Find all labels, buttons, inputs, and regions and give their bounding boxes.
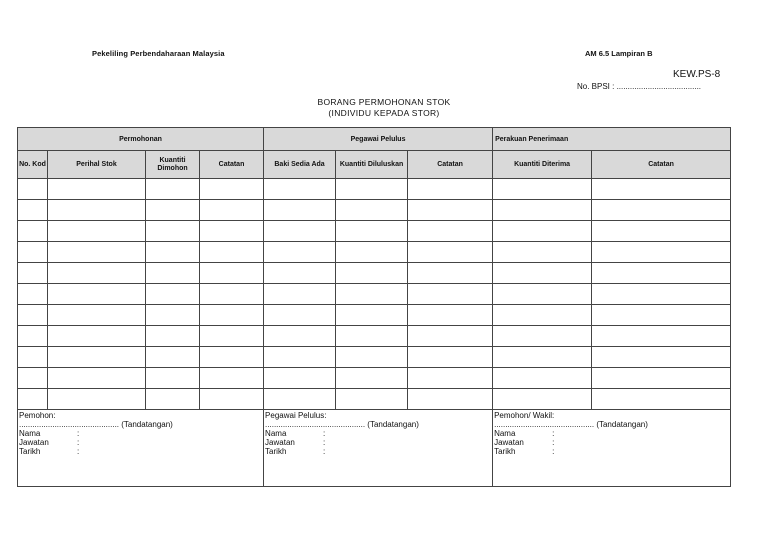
tarikh-label: Tarikh (265, 447, 287, 456)
table-row (18, 200, 731, 221)
col-catatan-1: Catatan (200, 151, 264, 179)
table-cell[interactable] (48, 179, 146, 200)
table-row (18, 326, 731, 347)
table-cell[interactable] (146, 368, 200, 389)
table-row (18, 305, 731, 326)
table-row (18, 179, 731, 200)
table-cell[interactable] (408, 221, 493, 242)
signature-pemohon-wakil (493, 410, 731, 487)
table-cell[interactable] (493, 347, 592, 368)
table-cell[interactable] (592, 221, 731, 242)
table-cell[interactable] (18, 221, 48, 242)
form-title-line1: BORANG PERMOHONAN STOK (317, 97, 451, 107)
table-cell[interactable] (493, 284, 592, 305)
signature-line: ............................................. (Tandatangan) (265, 420, 419, 429)
tarikh-colon: : (77, 447, 80, 456)
signature-line: ............................................. (Tandatangan) (494, 420, 648, 429)
group-pegawai-pelulus: Pegawai Pelulus (264, 128, 493, 151)
table-cell[interactable] (18, 305, 48, 326)
table-cell[interactable] (200, 326, 264, 347)
table-cell[interactable] (264, 284, 336, 305)
table-cell[interactable] (408, 284, 493, 305)
table-cell[interactable] (592, 263, 731, 284)
table-cell[interactable] (146, 263, 200, 284)
jawatan-label: Jawatan (494, 438, 524, 447)
table-cell[interactable] (264, 326, 336, 347)
table-cell[interactable] (18, 326, 48, 347)
table-cell[interactable] (592, 179, 731, 200)
table-cell[interactable] (264, 221, 336, 242)
table-cell[interactable] (336, 389, 408, 410)
table-cell[interactable] (408, 179, 493, 200)
table-row (18, 242, 731, 263)
table-cell[interactable] (146, 179, 200, 200)
jawatan-label: Jawatan (265, 438, 295, 447)
tarikh-colon: : (552, 447, 555, 456)
table-cell[interactable] (146, 389, 200, 410)
table-cell[interactable] (146, 347, 200, 368)
tarikh-label: Tarikh (19, 447, 41, 456)
table-row (18, 284, 731, 305)
signature-title: Pemohon/ Wakil: (494, 411, 555, 420)
tarikh-label: Tarikh (494, 447, 516, 456)
table-cell[interactable] (200, 368, 264, 389)
table-cell[interactable] (18, 263, 48, 284)
table-cell[interactable] (336, 200, 408, 221)
table-row (18, 389, 731, 410)
table-cell[interactable] (48, 347, 146, 368)
signature-pemohon (18, 410, 264, 487)
table-cell[interactable] (493, 200, 592, 221)
table-cell[interactable] (592, 389, 731, 410)
table-cell[interactable] (493, 242, 592, 263)
table-cell[interactable] (264, 389, 336, 410)
jawatan-colon: : (323, 438, 326, 447)
table-cell[interactable] (200, 242, 264, 263)
table-cell[interactable] (200, 179, 264, 200)
table-cell[interactable] (18, 179, 48, 200)
table-cell[interactable] (18, 389, 48, 410)
signature-title: Pemohon: (19, 411, 56, 420)
group-permohonan: Permohonan (18, 128, 264, 151)
table-cell[interactable] (264, 368, 336, 389)
table-cell[interactable] (48, 305, 146, 326)
table-cell[interactable] (336, 305, 408, 326)
nama-colon: : (552, 429, 555, 438)
table-cell[interactable] (408, 200, 493, 221)
group-header-row (18, 128, 731, 151)
tarikh-colon: : (323, 447, 326, 456)
table-cell[interactable] (48, 200, 146, 221)
table-cell[interactable] (18, 368, 48, 389)
table-cell[interactable] (408, 326, 493, 347)
table-cell[interactable] (18, 347, 48, 368)
table-cell[interactable] (146, 242, 200, 263)
col-kuantiti-diluluskan: Kuantiti Diluluskan (336, 151, 408, 179)
form-title-line2: (INDIVIDU KEPADA STOR) (328, 108, 440, 118)
table-cell[interactable] (48, 263, 146, 284)
table-cell[interactable] (493, 305, 592, 326)
table-cell[interactable] (146, 305, 200, 326)
col-catatan-3: Catatan (592, 151, 731, 179)
signature-pegawai-pelulus (264, 410, 493, 487)
table-cell[interactable] (493, 263, 592, 284)
table-cell[interactable] (18, 200, 48, 221)
table-cell[interactable] (592, 368, 731, 389)
signature-row (18, 410, 731, 487)
table-cell[interactable] (200, 389, 264, 410)
col-catatan-2: Catatan (408, 151, 493, 179)
table-cell[interactable] (493, 326, 592, 347)
table-cell[interactable] (336, 263, 408, 284)
table-row (18, 368, 731, 389)
col-baki-sedia-ada: Baki Sedia Ada (264, 151, 336, 179)
table-cell[interactable] (336, 242, 408, 263)
table-cell[interactable] (18, 242, 48, 263)
table-cell[interactable] (264, 347, 336, 368)
group-perakuan-penerimaan: Perakuan Penerimaan (493, 128, 731, 151)
table-cell[interactable] (48, 368, 146, 389)
table-cell[interactable] (146, 200, 200, 221)
table-body (18, 179, 731, 410)
table-cell[interactable] (200, 200, 264, 221)
table-cell[interactable] (336, 284, 408, 305)
table-cell[interactable] (592, 347, 731, 368)
table-cell[interactable] (336, 368, 408, 389)
appendix-reference: AM 6.5 Lampiran B (585, 49, 653, 58)
table-cell[interactable] (264, 200, 336, 221)
nama-colon: : (77, 429, 80, 438)
nama-label: Nama (265, 429, 287, 438)
col-kuantiti-diterima: Kuantiti Diterima (493, 151, 592, 179)
table-cell[interactable] (408, 368, 493, 389)
table-cell[interactable] (493, 368, 592, 389)
nama-label: Nama (19, 429, 41, 438)
table-cell[interactable] (264, 305, 336, 326)
table-cell[interactable] (264, 263, 336, 284)
table-cell[interactable] (48, 284, 146, 305)
table-cell[interactable] (200, 305, 264, 326)
table-cell[interactable] (408, 389, 493, 410)
table-row (18, 347, 731, 368)
table-cell[interactable] (408, 242, 493, 263)
table-cell[interactable] (200, 347, 264, 368)
table-cell[interactable] (146, 326, 200, 347)
table-cell[interactable] (493, 389, 592, 410)
table-cell[interactable] (592, 284, 731, 305)
table-cell[interactable] (592, 305, 731, 326)
col-no-kod: No. Kod (18, 151, 48, 179)
table-cell[interactable] (592, 326, 731, 347)
signature-title: Pegawai Pelulus: (265, 411, 327, 420)
table-cell[interactable] (336, 179, 408, 200)
table-cell[interactable] (336, 326, 408, 347)
table-cell[interactable] (493, 221, 592, 242)
circular-reference: Pekeliling Perbendaharaan Malaysia (92, 49, 225, 58)
stock-request-table (17, 127, 731, 487)
form-code: KEW.PS-8 (673, 69, 721, 80)
bpsi-number: No. BPSI : ...................................... (577, 82, 702, 91)
table-cell[interactable] (200, 221, 264, 242)
table-row (18, 221, 731, 242)
column-header-row (18, 151, 731, 179)
table-cell[interactable] (264, 242, 336, 263)
table-cell[interactable] (408, 263, 493, 284)
table-cell[interactable] (264, 179, 336, 200)
table-row (18, 263, 731, 284)
jawatan-colon: : (552, 438, 555, 447)
table-cell[interactable] (48, 326, 146, 347)
table-cell[interactable] (48, 389, 146, 410)
table-cell[interactable] (200, 263, 264, 284)
table-cell[interactable] (200, 284, 264, 305)
table-cell[interactable] (592, 200, 731, 221)
form-title (0, 97, 768, 119)
nama-label: Nama (494, 429, 516, 438)
table-cell[interactable] (146, 221, 200, 242)
signature-line: ............................................. (Tandatangan) (19, 420, 173, 429)
col-perihal-stok: Perihal Stok (48, 151, 146, 179)
table-cell[interactable] (18, 284, 48, 305)
table-cell[interactable] (408, 347, 493, 368)
table-cell[interactable] (493, 179, 592, 200)
table-cell[interactable] (336, 221, 408, 242)
nama-colon: : (323, 429, 326, 438)
table-cell[interactable] (48, 242, 146, 263)
col-kuantiti-dimohon: Kuantiti Dimohon (146, 151, 200, 179)
table-cell[interactable] (146, 284, 200, 305)
table-cell[interactable] (592, 242, 731, 263)
table-cell[interactable] (48, 221, 146, 242)
table-cell[interactable] (336, 347, 408, 368)
jawatan-label: Jawatan (19, 438, 49, 447)
table-cell[interactable] (408, 305, 493, 326)
jawatan-colon: : (77, 438, 80, 447)
